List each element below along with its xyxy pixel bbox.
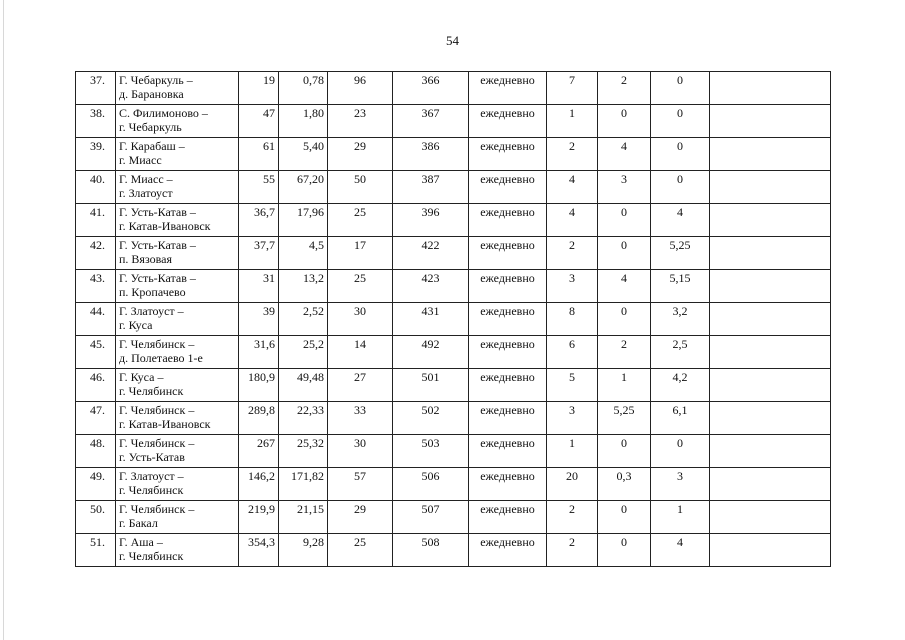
table-row [76, 435, 831, 468]
table-row [76, 171, 831, 204]
route-from: Г. Куса – [119, 370, 164, 384]
value-cell-5: 1 [547, 435, 598, 468]
frequency-cell: ежедневно [469, 369, 547, 402]
empty-cell [710, 171, 831, 204]
route-code-cell: 506 [393, 468, 469, 501]
row-number: 40. [76, 171, 116, 204]
value-cell-5: 2 [547, 501, 598, 534]
value-cell-6: 0,3 [598, 468, 651, 501]
route-to: г. Катав-Ивановск [119, 417, 211, 431]
value-cell-6: 0 [598, 435, 651, 468]
value-cell-5: 5 [547, 369, 598, 402]
route-to: п. Вязовая [119, 252, 172, 266]
value-cell-6: 0 [598, 303, 651, 336]
empty-cell [710, 402, 831, 435]
frequency-cell: ежедневно [469, 72, 547, 105]
value-cell-7: 1 [651, 501, 710, 534]
route-from: Г. Златоуст – [119, 469, 184, 483]
table-row [76, 501, 831, 534]
row-number: 48. [76, 435, 116, 468]
empty-cell [710, 369, 831, 402]
route-to: г. Челябинск [119, 549, 184, 563]
frequency-cell: ежедневно [469, 402, 547, 435]
value-cell-2: 25,2 [279, 336, 328, 369]
row-number: 51. [76, 534, 116, 567]
route-cell [116, 501, 239, 534]
value-cell-5: 2 [547, 534, 598, 567]
value-cell-1: 31,6 [239, 336, 279, 369]
table-row [76, 402, 831, 435]
value-cell-3: 50 [328, 171, 393, 204]
frequency-cell: ежедневно [469, 336, 547, 369]
frequency-cell: ежедневно [469, 171, 547, 204]
value-cell-5: 3 [547, 270, 598, 303]
route-from: Г. Челябинск – [119, 337, 195, 351]
row-number: 44. [76, 303, 116, 336]
route-cell [116, 204, 239, 237]
value-cell-3: 17 [328, 237, 393, 270]
route-to: г. Челябинск [119, 483, 184, 497]
value-cell-3: 33 [328, 402, 393, 435]
frequency-cell: ежедневно [469, 105, 547, 138]
value-cell-5: 4 [547, 171, 598, 204]
page-number: 54 [446, 33, 459, 48]
value-cell-6: 3 [598, 171, 651, 204]
empty-cell [710, 72, 831, 105]
value-cell-6: 5,25 [598, 402, 651, 435]
route-code-cell: 431 [393, 303, 469, 336]
value-cell-7: 0 [651, 435, 710, 468]
value-cell-1: 39 [239, 303, 279, 336]
route-from: Г. Карабаш – [119, 139, 185, 153]
value-cell-2: 22,33 [279, 402, 328, 435]
route-code-cell: 422 [393, 237, 469, 270]
value-cell-2: 49,48 [279, 369, 328, 402]
route-code-cell: 423 [393, 270, 469, 303]
route-cell [116, 237, 239, 270]
route-cell [116, 402, 239, 435]
value-cell-1: 37,7 [239, 237, 279, 270]
routes-table [75, 71, 831, 567]
route-from: Г. Челябинск – [119, 502, 195, 516]
value-cell-7: 0 [651, 72, 710, 105]
value-cell-2: 17,96 [279, 204, 328, 237]
route-cell [116, 72, 239, 105]
row-number: 50. [76, 501, 116, 534]
row-number: 37. [76, 72, 116, 105]
value-cell-5: 4 [547, 204, 598, 237]
value-cell-2: 1,80 [279, 105, 328, 138]
empty-cell [710, 138, 831, 171]
route-code-cell: 503 [393, 435, 469, 468]
route-cell [116, 468, 239, 501]
value-cell-6: 1 [598, 369, 651, 402]
value-cell-2: 5,40 [279, 138, 328, 171]
route-to: г. Златоуст [119, 186, 173, 200]
table-row [76, 303, 831, 336]
value-cell-5: 7 [547, 72, 598, 105]
value-cell-3: 29 [328, 138, 393, 171]
value-cell-7: 2,5 [651, 336, 710, 369]
value-cell-6: 2 [598, 336, 651, 369]
value-cell-1: 61 [239, 138, 279, 171]
route-cell [116, 171, 239, 204]
table-row [76, 336, 831, 369]
value-cell-2: 4,5 [279, 237, 328, 270]
route-from: Г. Миасс – [119, 172, 173, 186]
value-cell-7: 6,1 [651, 402, 710, 435]
value-cell-3: 25 [328, 204, 393, 237]
value-cell-3: 25 [328, 270, 393, 303]
frequency-cell: ежедневно [469, 303, 547, 336]
table-row [76, 72, 831, 105]
value-cell-2: 67,20 [279, 171, 328, 204]
route-code-cell: 492 [393, 336, 469, 369]
route-from: Г. Челябинск – [119, 403, 195, 417]
value-cell-2: 25,32 [279, 435, 328, 468]
route-from: Г. Челябинск – [119, 436, 195, 450]
frequency-cell: ежедневно [469, 138, 547, 171]
table-row [76, 138, 831, 171]
value-cell-1: 19 [239, 72, 279, 105]
route-cell [116, 336, 239, 369]
row-number: 45. [76, 336, 116, 369]
value-cell-2: 0,78 [279, 72, 328, 105]
value-cell-2: 21,15 [279, 501, 328, 534]
route-to: г. Катав-Ивановск [119, 219, 211, 233]
value-cell-1: 180,9 [239, 369, 279, 402]
value-cell-2: 171,82 [279, 468, 328, 501]
empty-cell [710, 501, 831, 534]
row-number: 41. [76, 204, 116, 237]
row-number: 49. [76, 468, 116, 501]
route-cell [116, 138, 239, 171]
route-to: д. Барановка [119, 87, 184, 101]
value-cell-1: 31 [239, 270, 279, 303]
value-cell-7: 3,2 [651, 303, 710, 336]
table-row [76, 105, 831, 138]
route-to: г. Чебаркуль [119, 120, 182, 134]
empty-cell [710, 204, 831, 237]
table-row [76, 369, 831, 402]
row-number: 39. [76, 138, 116, 171]
empty-cell [710, 534, 831, 567]
route-from: Г. Усть-Катав – [119, 205, 196, 219]
value-cell-3: 14 [328, 336, 393, 369]
empty-cell [710, 237, 831, 270]
empty-cell [710, 468, 831, 501]
route-code-cell: 367 [393, 105, 469, 138]
route-to: г. Усть-Катав [119, 450, 185, 464]
route-code-cell: 386 [393, 138, 469, 171]
table-body [76, 72, 831, 567]
value-cell-7: 4,2 [651, 369, 710, 402]
value-cell-5: 2 [547, 237, 598, 270]
route-to: г. Челябинск [119, 384, 184, 398]
row-number: 46. [76, 369, 116, 402]
route-from: Г. Златоуст – [119, 304, 184, 318]
frequency-cell: ежедневно [469, 435, 547, 468]
route-cell [116, 303, 239, 336]
route-to: г. Бакал [119, 516, 158, 530]
value-cell-2: 13,2 [279, 270, 328, 303]
route-from: Г. Чебаркуль – [119, 73, 193, 87]
value-cell-1: 219,9 [239, 501, 279, 534]
empty-cell [710, 270, 831, 303]
route-cell [116, 435, 239, 468]
value-cell-1: 36,7 [239, 204, 279, 237]
value-cell-3: 25 [328, 534, 393, 567]
empty-cell [710, 105, 831, 138]
value-cell-5: 20 [547, 468, 598, 501]
route-code-cell: 387 [393, 171, 469, 204]
value-cell-6: 0 [598, 204, 651, 237]
route-code-cell: 508 [393, 534, 469, 567]
value-cell-3: 30 [328, 435, 393, 468]
route-from: Г. Аша – [119, 535, 163, 549]
route-cell [116, 534, 239, 567]
value-cell-3: 23 [328, 105, 393, 138]
route-code-cell: 366 [393, 72, 469, 105]
route-cell [116, 105, 239, 138]
empty-cell [710, 303, 831, 336]
value-cell-1: 289,8 [239, 402, 279, 435]
value-cell-3: 30 [328, 303, 393, 336]
page-edge-line [3, 0, 4, 640]
value-cell-7: 4 [651, 534, 710, 567]
value-cell-6: 0 [598, 501, 651, 534]
route-code-cell: 396 [393, 204, 469, 237]
route-to: д. Полетаево 1-е [119, 351, 203, 365]
frequency-cell: ежедневно [469, 204, 547, 237]
value-cell-6: 2 [598, 72, 651, 105]
frequency-cell: ежедневно [469, 534, 547, 567]
row-number: 38. [76, 105, 116, 138]
value-cell-5: 3 [547, 402, 598, 435]
empty-cell [710, 336, 831, 369]
value-cell-1: 55 [239, 171, 279, 204]
value-cell-6: 4 [598, 270, 651, 303]
value-cell-7: 0 [651, 105, 710, 138]
value-cell-3: 29 [328, 501, 393, 534]
frequency-cell: ежедневно [469, 270, 547, 303]
value-cell-6: 0 [598, 105, 651, 138]
value-cell-1: 354,3 [239, 534, 279, 567]
route-code-cell: 502 [393, 402, 469, 435]
route-cell [116, 270, 239, 303]
value-cell-3: 27 [328, 369, 393, 402]
value-cell-6: 4 [598, 138, 651, 171]
value-cell-1: 267 [239, 435, 279, 468]
value-cell-1: 47 [239, 105, 279, 138]
route-to: г. Миасс [119, 153, 162, 167]
route-code-cell: 507 [393, 501, 469, 534]
value-cell-6: 0 [598, 237, 651, 270]
route-from: С. Филимоново – [119, 106, 208, 120]
value-cell-3: 57 [328, 468, 393, 501]
value-cell-5: 1 [547, 105, 598, 138]
value-cell-5: 2 [547, 138, 598, 171]
frequency-cell: ежедневно [469, 501, 547, 534]
frequency-cell: ежедневно [469, 468, 547, 501]
route-to: г. Куса [119, 318, 153, 332]
route-from: Г. Усть-Катав – [119, 271, 196, 285]
row-number: 42. [76, 237, 116, 270]
route-cell [116, 369, 239, 402]
value-cell-7: 4 [651, 204, 710, 237]
route-to: п. Кропачево [119, 285, 186, 299]
table-row [76, 237, 831, 270]
value-cell-7: 0 [651, 171, 710, 204]
value-cell-2: 2,52 [279, 303, 328, 336]
value-cell-1: 146,2 [239, 468, 279, 501]
value-cell-3: 96 [328, 72, 393, 105]
value-cell-5: 8 [547, 303, 598, 336]
value-cell-7: 0 [651, 138, 710, 171]
row-number: 43. [76, 270, 116, 303]
value-cell-5: 6 [547, 336, 598, 369]
table-row [76, 270, 831, 303]
table-row [76, 204, 831, 237]
route-from: Г. Усть-Катав – [119, 238, 196, 252]
empty-cell [710, 435, 831, 468]
row-number: 47. [76, 402, 116, 435]
value-cell-7: 5,15 [651, 270, 710, 303]
value-cell-6: 0 [598, 534, 651, 567]
table-row [76, 534, 831, 567]
frequency-cell: ежедневно [469, 237, 547, 270]
value-cell-2: 9,28 [279, 534, 328, 567]
table-row [76, 468, 831, 501]
route-code-cell: 501 [393, 369, 469, 402]
value-cell-7: 5,25 [651, 237, 710, 270]
value-cell-7: 3 [651, 468, 710, 501]
